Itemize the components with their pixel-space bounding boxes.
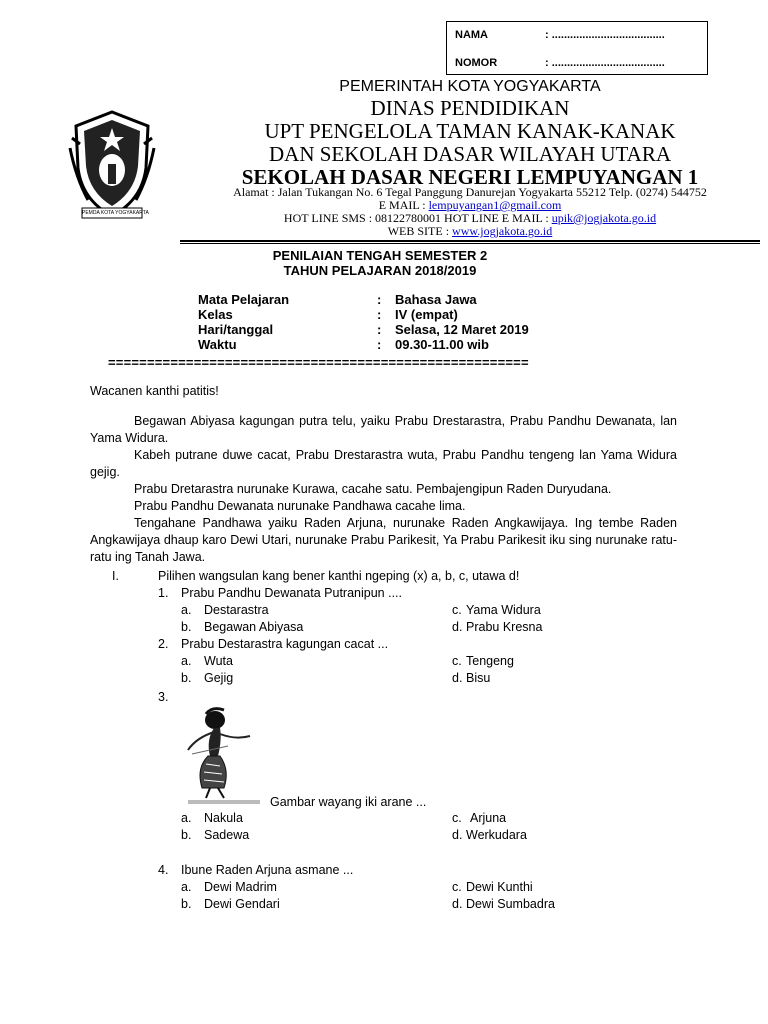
exam-year: TAHUN PELAJARAN 2018/2019 <box>283 263 477 278</box>
q2-option-a-key[interactable]: a. <box>181 654 192 668</box>
reading-paragraph-1: Begawan Abiyasa kagungan putra telu, yaiku Prabu Drestarastra, Prabu Pandhu Dewanata, lan Yama Widura. <box>90 414 677 445</box>
q3-option-d-key[interactable]: d. <box>452 828 463 842</box>
number-label: NOMOR <box>455 57 498 69</box>
logo-caption: PEMDA KOTA YOGYAKARTA <box>82 210 149 216</box>
question-1-number: 1. <box>158 586 169 600</box>
q4-option-c-key[interactable]: c. <box>452 880 462 894</box>
q2-option-d-key[interactable]: d. <box>452 671 463 685</box>
separator-line: ====================================================== <box>108 355 529 370</box>
reading-instruction: Wacanen kanthi patitis! <box>90 384 219 398</box>
meta-subject-sep: : <box>377 292 382 307</box>
q1-option-a[interactable]: Destarastra <box>204 603 269 617</box>
q3-option-b[interactable]: Sadewa <box>204 828 250 842</box>
q3-option-a[interactable]: Nakula <box>204 811 243 825</box>
q4-option-a[interactable]: Dewi Madrim <box>204 880 277 894</box>
number-field[interactable]: : ..................................... <box>545 57 665 69</box>
email-label: E MAIL : <box>378 198 429 212</box>
question-2-text: Prabu Destarastra kagungan cacat ... <box>181 637 389 651</box>
header-rule-thick <box>180 240 760 242</box>
header-upt: UPT PENGELOLA TAMAN KANAK-KANAK <box>264 119 676 143</box>
city-emblem-logo <box>68 108 156 226</box>
q3-option-c-key[interactable]: c. <box>452 811 462 825</box>
exam-title: PENILAIAN TENGAH SEMESTER 2 <box>272 248 488 263</box>
q1-option-c-key[interactable]: c. <box>452 603 462 617</box>
hotline-text: HOT LINE SMS : 08122780001 HOT LINE E MAIL : <box>283 211 552 225</box>
q3-option-b-key[interactable]: b. <box>181 828 192 842</box>
header-address: Alamat : Jalan Tukangan No. 6 Tegal Panggung Danurejan Yogyakarta 55212 Telp. (0274) 544752 <box>233 185 707 199</box>
meta-time-value: 09.30-11.00 wib <box>395 337 489 352</box>
header-government: PEMERINTAH KOTA YOGYAKARTA <box>339 78 601 95</box>
question-4-number: 4. <box>158 863 169 877</box>
reading-paragraph-5: Tengahane Pandhawa yaiku Raden Arjuna, nurunake Raden Angkawijaya. Ing tembe Raden Angkawijaya dhaup karo Dewi Utari, nurunake Prabu Parikesit, Ya Prabu Parikesit iku sing nurunake ratu-ratu ing Tanah Jawa. <box>90 516 677 564</box>
q4-option-b-key[interactable]: b. <box>181 897 192 911</box>
q4-option-d[interactable]: Dewi Sumbadra <box>466 897 555 911</box>
question-4-text: Ibune Raden Arjuna asmane ... <box>181 863 354 877</box>
reading-paragraph-2: Kabeh putrane duwe cacat, Prabu Drestarastra wuta, Prabu Pandhu tengeng lan Yama Widura gejig. <box>90 448 677 479</box>
meta-class-value: IV (empat) <box>395 307 458 322</box>
meta-class-sep: : <box>377 307 382 322</box>
q3-option-c[interactable]: Arjuna <box>470 811 507 825</box>
question-1-text: Prabu Pandhu Dewanata Putranipun .... <box>181 586 402 600</box>
school-email-link[interactable]: lempuyangan1@gmail.com <box>428 198 562 212</box>
meta-subject-label: Mata Pelajaran <box>198 292 290 307</box>
header-rule-thin <box>180 243 760 244</box>
q4-option-a-key[interactable]: a. <box>181 880 192 894</box>
website-label: WEB SITE : <box>387 224 453 238</box>
q1-option-d[interactable]: Prabu Kresna <box>466 620 543 634</box>
meta-time-label: Waktu <box>198 337 237 352</box>
q1-option-b-key[interactable]: b. <box>181 620 192 634</box>
q1-option-d-key[interactable]: d. <box>452 620 463 634</box>
reading-paragraph-4: Prabu Pandhu Dewanata nurunake Pandhawa cacahe lima. <box>134 499 466 513</box>
website-link[interactable]: www.jogjakota.go.id <box>452 224 553 238</box>
meta-date-label: Hari/tanggal <box>198 322 274 337</box>
student-id-box <box>446 21 708 75</box>
q4-option-b[interactable]: Dewi Gendari <box>204 897 280 911</box>
q1-option-a-key[interactable]: a. <box>181 603 192 617</box>
header-school-name: SEKOLAH DASAR NEGERI LEMPUYANGAN 1 <box>241 165 699 189</box>
hotline-email-link[interactable]: upik@jogjakota.go.id <box>551 211 657 225</box>
wayang-puppet-image <box>184 706 264 806</box>
meta-time-sep: : <box>377 337 382 352</box>
q2-option-b-key[interactable]: b. <box>181 671 192 685</box>
section-instruction: Pilihen wangsulan kang bener kanthi ngeping (x) a, b, c, utawa d! <box>158 569 520 583</box>
header-region: DAN SEKOLAH DASAR WILAYAH UTARA <box>269 142 671 166</box>
q2-option-a[interactable]: Wuta <box>204 654 233 668</box>
name-field[interactable]: : ..................................... <box>545 29 665 41</box>
q4-option-d-key[interactable]: d. <box>452 897 463 911</box>
header-department: DINAS PENDIDIKAN <box>370 96 570 120</box>
q2-option-c-key[interactable]: c. <box>452 654 462 668</box>
q1-option-c[interactable]: Yama Widura <box>466 603 541 617</box>
meta-class-label: Kelas <box>198 307 233 322</box>
meta-subject-value: Bahasa Jawa <box>395 292 477 307</box>
q2-option-c[interactable]: Tengeng <box>466 654 514 668</box>
q3-option-a-key[interactable]: a. <box>181 811 192 825</box>
question-3-number: 3. <box>158 690 169 704</box>
section-number: I. <box>112 569 119 583</box>
q3-option-d[interactable]: Werkudara <box>466 828 527 842</box>
name-label: NAMA <box>455 29 488 41</box>
question-3-text: Gambar wayang iki arane ... <box>270 795 427 809</box>
q2-option-d[interactable]: Bisu <box>466 671 491 685</box>
q1-option-b[interactable]: Begawan Abiyasa <box>204 620 304 634</box>
meta-date-sep: : <box>377 322 382 337</box>
reading-paragraph-3: Prabu Dretarastra nurunake Kurawa, cacahe satu. Pembajengipun Raden Duryudana. <box>134 482 612 496</box>
header-website-line <box>180 224 760 239</box>
meta-date-value: Selasa, 12 Maret 2019 <box>395 322 529 337</box>
question-2-number: 2. <box>158 637 169 651</box>
q2-option-b[interactable]: Gejig <box>204 671 234 685</box>
q4-option-c[interactable]: Dewi Kunthi <box>466 880 533 894</box>
